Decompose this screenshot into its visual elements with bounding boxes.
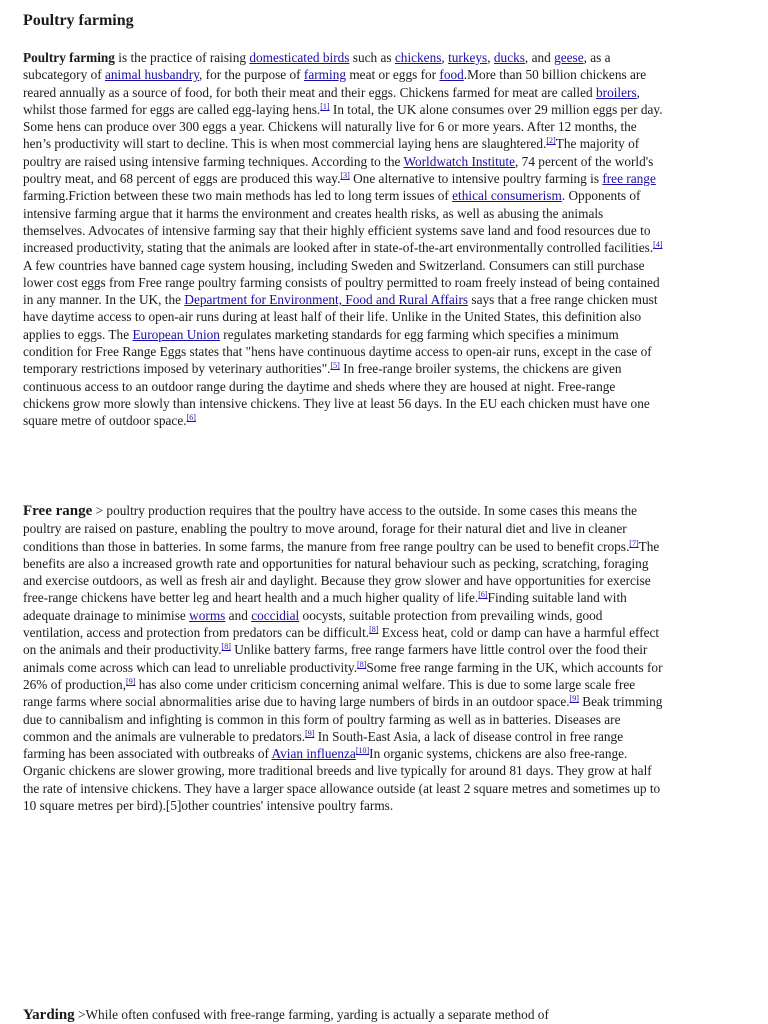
text-run: In free-range broiler systems, the chickens are given continuous access to an outdoor range during the daytime and sheds where they are housed at night. Free-range chickens grow more slowly than intensive chickens. They live at least 56 days. In the EU each chicken must have one square metre of outdoor space. <box>23 361 650 429</box>
text-run: , <box>441 50 449 65</box>
citation-link[interactable]: [9] <box>126 676 136 686</box>
text-run: , whilst those farmed for eggs are called egg-laying hens. <box>23 84 640 117</box>
link-ducks[interactable]: ducks <box>493 50 525 65</box>
citation-link[interactable]: [9] <box>305 728 315 738</box>
citation-link[interactable]: [10] <box>355 746 370 756</box>
text-run: One alternative to intensive poultry farming is <box>349 171 603 187</box>
text-run: > poultry production requires that the poultry have access to the outside. In some cases this means the poultry are raised on pasture, enabling the poultry to move around, forage for their natural diet and live in cleaner conditions than those in batteries. In some farms, the manure from free range poultry can be used to benefit crops. <box>23 503 638 554</box>
citation-link[interactable]: [1] <box>320 101 330 111</box>
text-run: , <box>487 50 494 65</box>
link-defra[interactable]: Department for Environment, Food and Rural Affairs <box>184 292 469 308</box>
text-run: The majority of poultry are raised using intensive farming techniques. According to the <box>23 136 640 169</box>
text-run: and <box>225 607 252 623</box>
text-run: , as a subcategory of <box>23 50 611 83</box>
text-run: such as <box>349 50 395 65</box>
text-run: oocysts, suitable protection from prevailing winds, good ventilation, access and protection from predators can be difficult. <box>23 607 603 641</box>
text-run: .More than 50 billion chickens are reared annually as a source of food, for both their meat and their eggs. Chickens farmed for meat are called <box>23 67 647 100</box>
link-domesticated-birds[interactable]: domesticated birds <box>249 50 350 65</box>
link-geese[interactable]: geese <box>554 50 584 65</box>
link-worms[interactable]: worms <box>189 607 226 623</box>
citation-link[interactable]: [5] <box>330 361 340 371</box>
page-title: Poultry farming <box>23 12 134 29</box>
citation-link[interactable]: [2] <box>546 136 556 146</box>
text-run: has also come under criticism concerning animal welfare. This is due to some large scale free range farms where social abnormalities arise due to having large numbers of birds in an outdoor space. <box>23 676 636 710</box>
text-run: Some free range farming in the UK, which accounts for 26% of production, <box>23 659 663 692</box>
citation-link[interactable]: [3] <box>340 171 350 181</box>
text-run: A few countries have banned cage system housing, including Sweden and Switzerland. Consumers can still purchase lower cost eggs from Free range poultry farming consists of poultry permitted to roam freely instead of being contained in any manner. In the UK, the <box>23 257 660 308</box>
text-run: Unlike battery farms, free range farmers have little control over the food their animals come across which can lead to unreliable productivity. <box>23 642 648 675</box>
intro-paragraph <box>23 49 663 430</box>
citation-link[interactable]: [8] <box>369 625 379 635</box>
yarding-paragraph <box>23 1006 663 1024</box>
text-run: meat or eggs for <box>346 67 440 83</box>
link-coccidial[interactable]: coccidial <box>251 607 300 623</box>
text-run: The benefits are also a increased growth rate and opportunities for natural behaviour such as pecking, scratching, foraging and exercise outdoors, as well as fresh air and daylight. Because they grow slower and have opportunities for exercise free-range chickens have better leg and heart health and a much higher quality of life. <box>23 538 660 606</box>
citation-link[interactable]: [6] <box>478 590 488 600</box>
section-heading-yarding: Yarding <box>23 1007 75 1023</box>
text-run: says that a free range chicken must have daytime access to open-air runs during at least half of their life. Unlike in the United States, this definition also applies to eggs. The <box>23 292 658 342</box>
link-animal-husbandry[interactable]: animal husbandry <box>104 67 200 83</box>
free-range-paragraph <box>23 502 663 814</box>
link-free-range[interactable]: free range <box>602 171 656 187</box>
text-run: Finding suitable land with adequate drainage to minimise <box>23 590 627 623</box>
text-run: , for the purpose of <box>199 67 304 83</box>
text-run: Excess heat, cold or damp can have a harmful effect on the animals and their productivity. <box>23 625 660 658</box>
link-broilers[interactable]: broilers <box>596 84 637 100</box>
link-worldwatch-institute[interactable]: Worldwatch Institute <box>403 153 516 169</box>
text-run: >While often confused with free-range farming, yarding is actually a separate method of <box>74 1007 549 1022</box>
citation-link[interactable]: [4] <box>653 240 663 250</box>
citation-link[interactable]: [8] <box>221 642 231 652</box>
text-run: Beak trimming due to cannibalism and infighting is common in this form of poultry farming as well as in batteries. Diseases are common and the animals are vulnerable to predators. <box>23 694 663 744</box>
citation-link[interactable]: [7] <box>629 538 639 548</box>
citation-link[interactable]: [9] <box>569 694 579 704</box>
link-chickens[interactable]: chickens <box>394 50 442 65</box>
text-run: , and <box>524 50 555 65</box>
text-run: In South-East Asia, a lack of disease control in free range farming has been associated with outbreaks of <box>23 728 624 762</box>
text-run: is the practice of raising <box>114 50 250 65</box>
text-run: In total, the UK alone consumes over 29 million eggs per day. Some hens can produce over 300 eggs a year. Chickens will naturally live for 6 or more years. After 12 months, the hen’s productivity will start to decline. This is when most commercial laying hens are slaughtered. <box>23 101 663 152</box>
citation-link[interactable]: [8] <box>357 659 367 669</box>
link-ethical-consumerism[interactable]: ethical consumerism <box>452 188 562 204</box>
text-run: farming.Friction between these two main methods has led to long term issues of <box>23 188 453 204</box>
text-run: . Opponents of intensive farming argue that it harms the environment and creates health risks, as well as abusing the animals themselves. Advocates of intensive farming say that their highly efficient systems save land and food resources due to increased productivity, stating that the animals are looked after in state-of-the-art environmentally controlled facilities. <box>23 188 654 256</box>
text-run: regulates marketing standards for egg farming which specifies a minimum condition for Free Range Eggs states that "hens have continuous daytime access to open-air runs, except in the case of temporary restrictions imposed by veterinary authorities". <box>23 326 652 377</box>
section-heading-free-range: Free range <box>23 503 93 519</box>
link-food[interactable]: food <box>439 67 464 83</box>
citation-link[interactable]: [6] <box>186 413 196 423</box>
lead-term: Poultry farming <box>23 50 115 65</box>
text-run: , 74 percent of the world's poultry meat, and 68 percent of eggs are produced this way. <box>23 153 654 187</box>
link-european-union[interactable]: European Union <box>132 326 220 342</box>
link-farming[interactable]: farming <box>303 67 346 83</box>
link-turkeys[interactable]: turkeys <box>448 50 488 65</box>
link-avian-influenza[interactable]: Avian influenza <box>271 746 356 762</box>
text-run: In organic systems, chickens are also free-range. Organic chickens are slower growing, more traditional breeds and live typically for around 81 days. They grow at half the rate of intensive chickens. They have a larger space allowance outside (at least 2 square metres and sometimes up to 10 square metres per bird).[5]other countries' intensive poultry farms. <box>23 746 661 814</box>
